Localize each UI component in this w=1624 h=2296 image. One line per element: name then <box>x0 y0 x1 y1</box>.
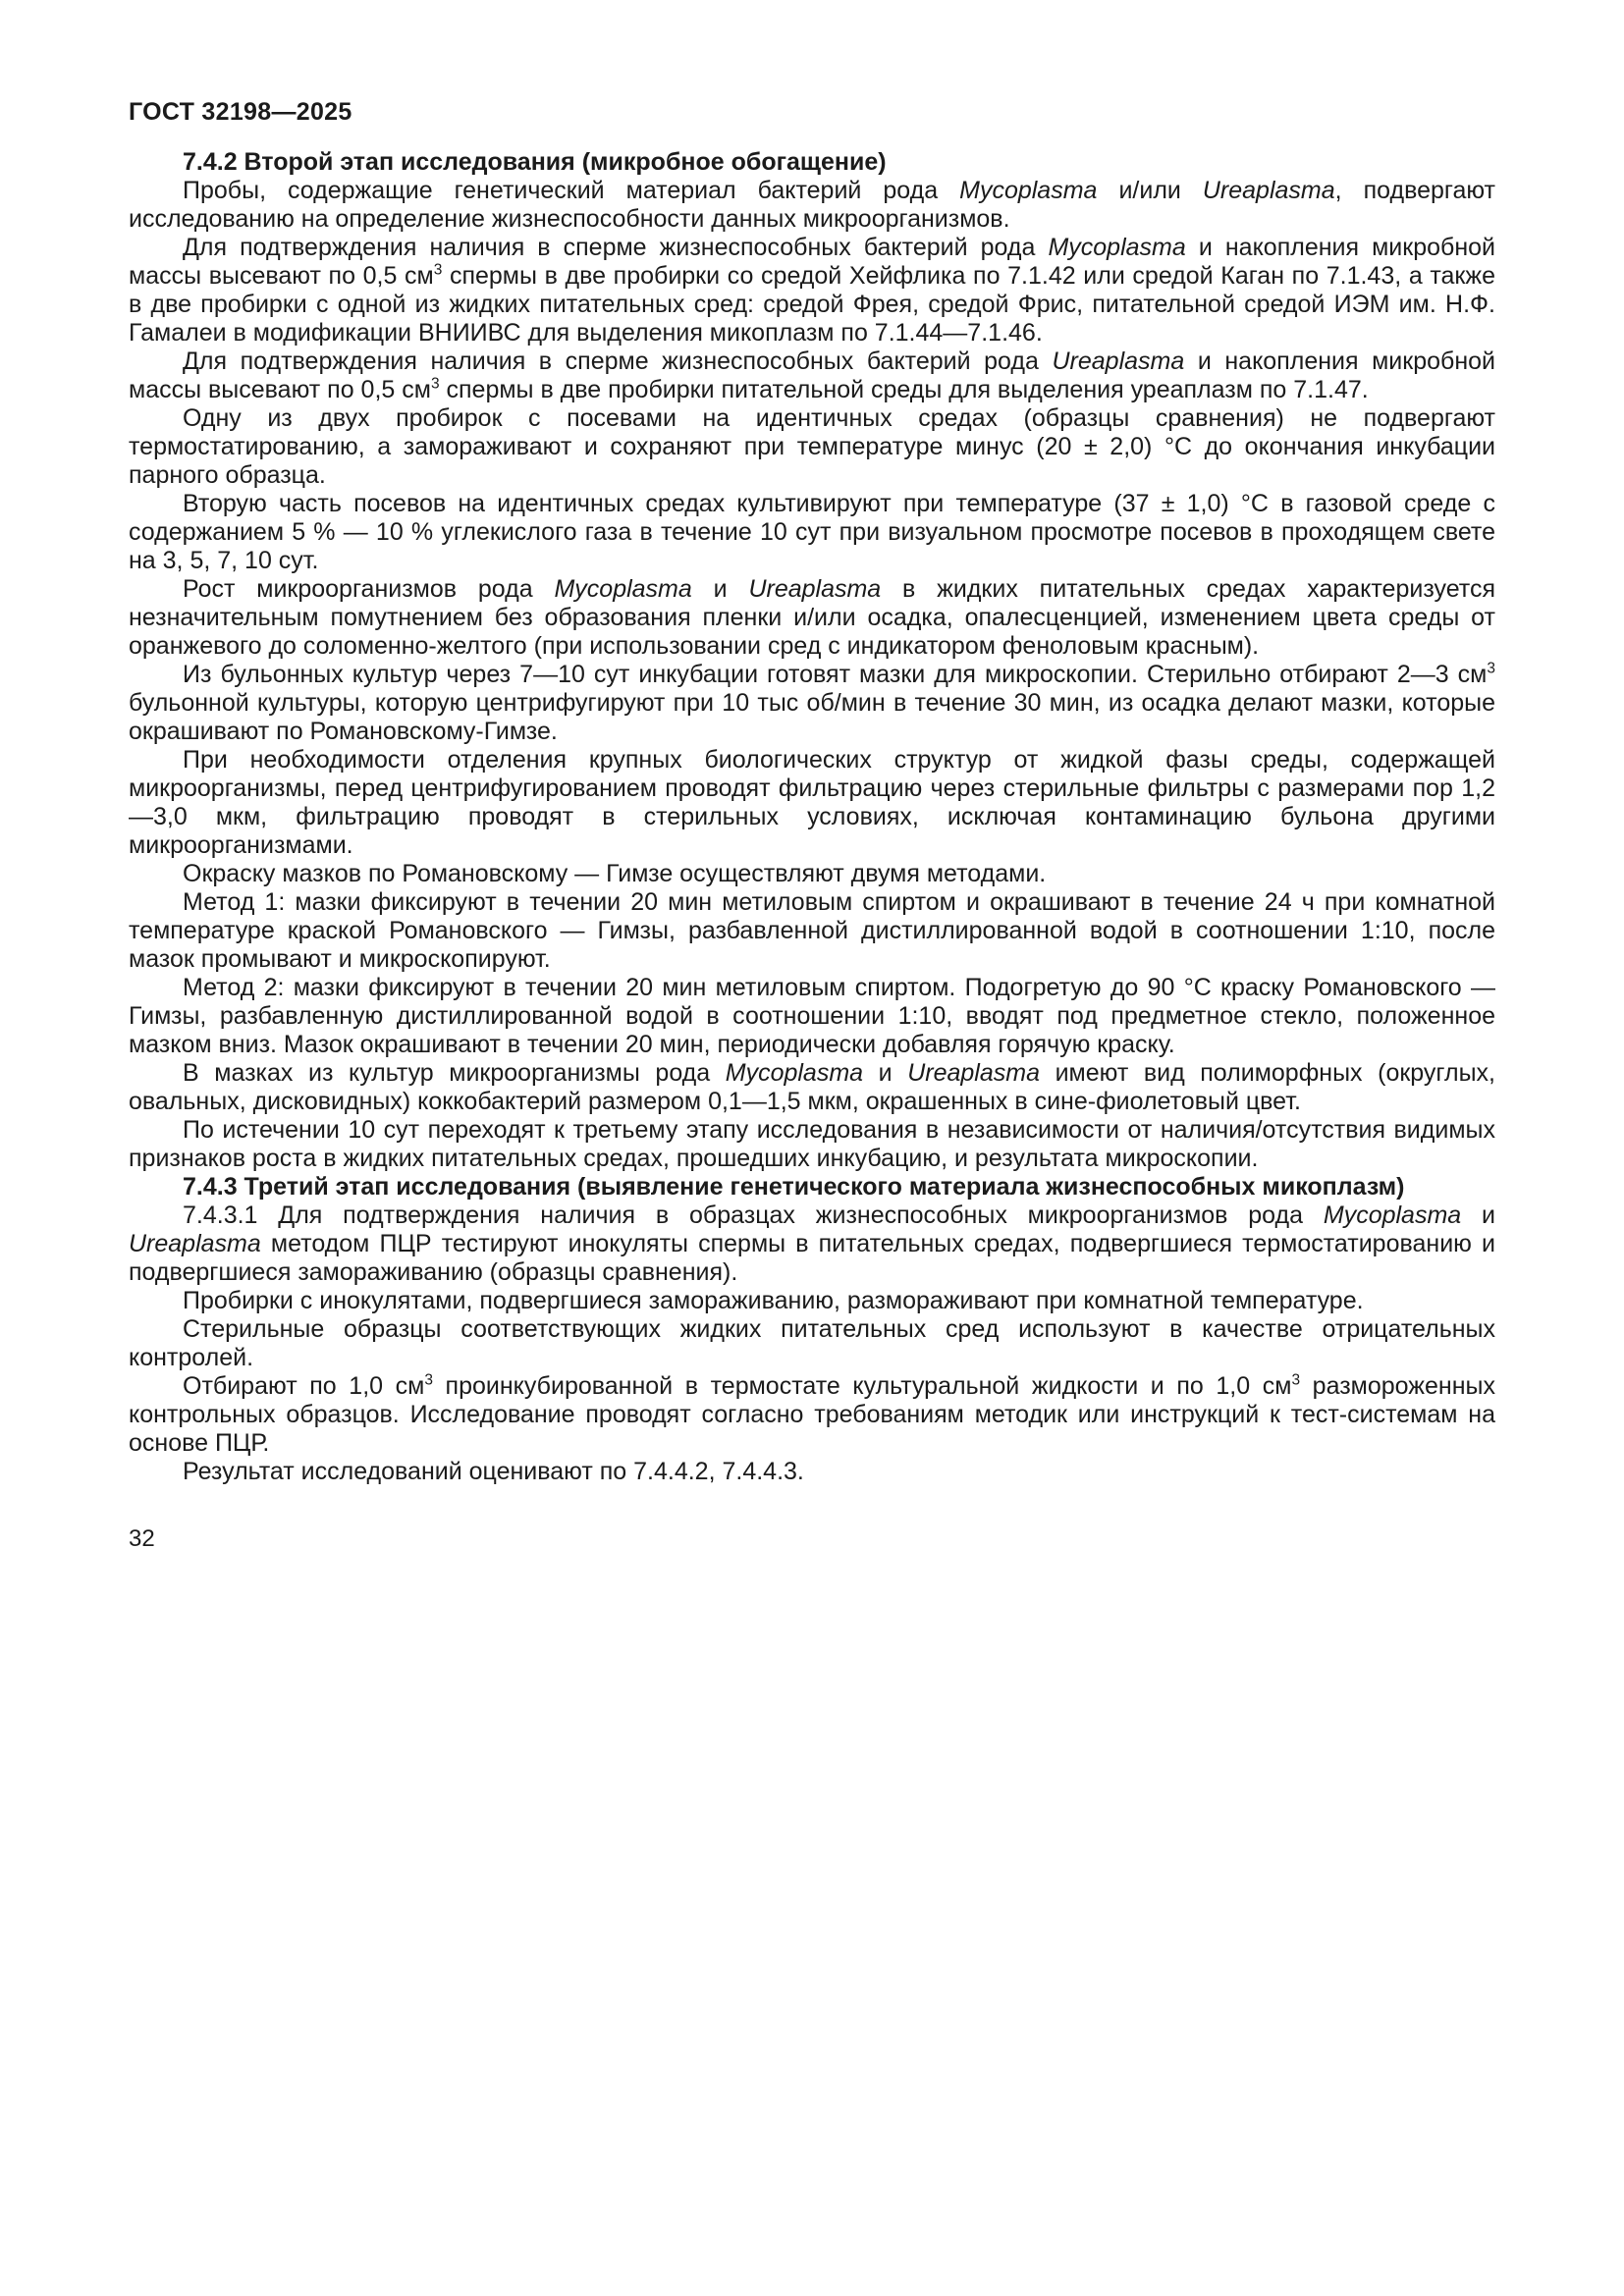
paragraph: По истечении 10 сут переходят к третьему этапу исследования в независимости от наличия/отсутствия видимых признаков роста в жидких питательных средах, прошедших инкубацию, и результата микроскопии. <box>129 1116 1495 1172</box>
paragraph: Пробы, содержащие генетический материал бактерий рода Mycoplasma и/или Ureaplasma, подвергают исследованию на определение жизнеспособности данных микроорганизмов. <box>129 177 1496 233</box>
paragraph: Результат исследований оценивают по 7.4.4.2, 7.4.4.3. <box>183 1458 804 1485</box>
paragraph: Метод 1: мазки фиксируют в течении 20 мин метиловым спиртом и окрашивают в течение 24 ч при комнатной температуре краской Романовского — Гимзы, разбавленной дистиллированной водой в соотношении 1:10, после мазок промывают и микроскопируют. <box>129 888 1495 973</box>
paragraph: Одну из двух пробирок с посевами на идентичных средах (образцы сравнения) не подвергают термостатированию, а замораживают и сохраняют при температуре минус (20 ± 2,0) °С до окончания инкубации парного образца. <box>129 404 1495 489</box>
paragraph: Из бульонных культур через 7—10 сут инкубации готовят мазки для микроскопии. Стерильно отбирают 2—3 $см^3$ бульонной культуры, которую центрифугируют при 10 тыс об/мин в течение 30 мин, из осадка делают мазки, которые окрашивают по Романовскому-Гимзе. <box>129 660 1495 745</box>
paragraph: Вторую часть посевов на идентичных средах культивируют при температуре (37 ± 1,0) °С в газовой среде с содержанием 5 % — 10 % углекислого газа в течение 10 сут при визуальном просмотре посевов в проходящем свете на 3, 5, 7, 10 сут. <box>129 490 1495 574</box>
paragraph: Стерильные образцы соответствующих жидких питательных сред используют в качестве отрицательных контролей. <box>129 1315 1495 1371</box>
standard-designation: ГОСТ 32198—2025 <box>129 98 352 126</box>
paragraph: Метод 2: мазки фиксируют в течении 20 мин метиловым спиртом. Подогретую до 90 °С краску Романовского — Гимзы, разбавленную дистиллированной водой в соотношении 1:10, вводят под предметное стекло, положенное мазком вниз. Мазок окрашивают в течении 20 мин, периодически добавляя горячую краску. <box>129 974 1495 1058</box>
document-body <box>129 148 1495 1486</box>
paragraph: При необходимости отделения крупных биологических структур от жидкой фазы среды, содержащей микроорганизмы, перед центрифугированием проводят фильтрацию через стерильные фильтры с размерами пор 1,2—3,0 мкм, фильтрацию проводят в стерильных условиях, исключая контаминацию бульона другими микроорганизмами. <box>129 746 1495 859</box>
document-footer <box>129 1525 1495 1553</box>
paragraph: 7.4.3.1 Для подтверждения наличия в образцах жизнеспособных микроорганизмов рода Mycoplasma и Ureaplasma методом ПЦР тестируют инокуляты спермы в питательных средах, подвергшиеся термостатированию и подвергшиеся замораживанию (образцы сравнения). <box>129 1201 1495 1286</box>
paragraph: Пробирки с инокулятами, подвергшиеся замораживанию, размораживают при комнатной температуре. <box>183 1287 1364 1314</box>
paragraph: Для подтверждения наличия в сперме жизнеспособных бактерий рода Ureaplasma и накопления микробной массы высевают по 0,5 $см^3$ спермы в две пробирки питательной среды для выделения уреаплазм по 7.1.47. <box>129 347 1495 403</box>
page-number: 32 <box>129 1525 155 1552</box>
section-heading: 7.4.2 Второй этап исследования (микробное обогащение) <box>183 148 887 176</box>
paragraph: Окраску мазков по Романовскому — Гимзе осуществляют двумя методами. <box>183 860 1047 887</box>
paragraph: В мазках из культур микроорганизмы рода Mycoplasma и Ureaplasma имеют вид полиморфных (округлых, овальных, дисковидных) коккобактерий размером 0,1—1,5 мкм, окрашенных в сине-фиолетовый цвет. <box>129 1059 1495 1115</box>
paragraph: Рост микроорганизмов рода Mycoplasma и Ureaplasma в жидких питательных средах характеризуется незначительным помутнением без образования пленки и/или осадка, опалесценцией, изменением цвета среды от оранжевого до соломенно-желтого (при использовании сред с индикатором феноловым красным). <box>129 575 1496 660</box>
paragraph: Для подтверждения наличия в сперме жизнеспособных бактерий рода Mycoplasma и накопления микробной массы высевают по 0,5 $см^3$ спермы в две пробирки со средой Хейфлика по 7.1.42 или средой Каган по 7.1.43, а также в две пробирки с одной из жидких питательных сред: средой Фрея, средой Фрис, питательной средой ИЭМ им. Н.Ф. Гамалеи в модификации ВНИИВС для выделения микоплазм по 7.1.44—7.1.46. <box>129 234 1495 347</box>
section-heading: 7.4.3 Третий этап исследования (выявление генетического материала жизнеспособных микоплазм) <box>183 1173 1405 1201</box>
running-header <box>129 98 1495 127</box>
paragraph: Отбирают по 1,0 $см^3$ проинкубированной в термостате культуральной жидкости и по 1,0 $см^3$ размороженных контрольных образцов. Исследование проводят согласно требованиям методик или инструкций к тест-системам на основе ПЦР. <box>129 1371 1495 1457</box>
